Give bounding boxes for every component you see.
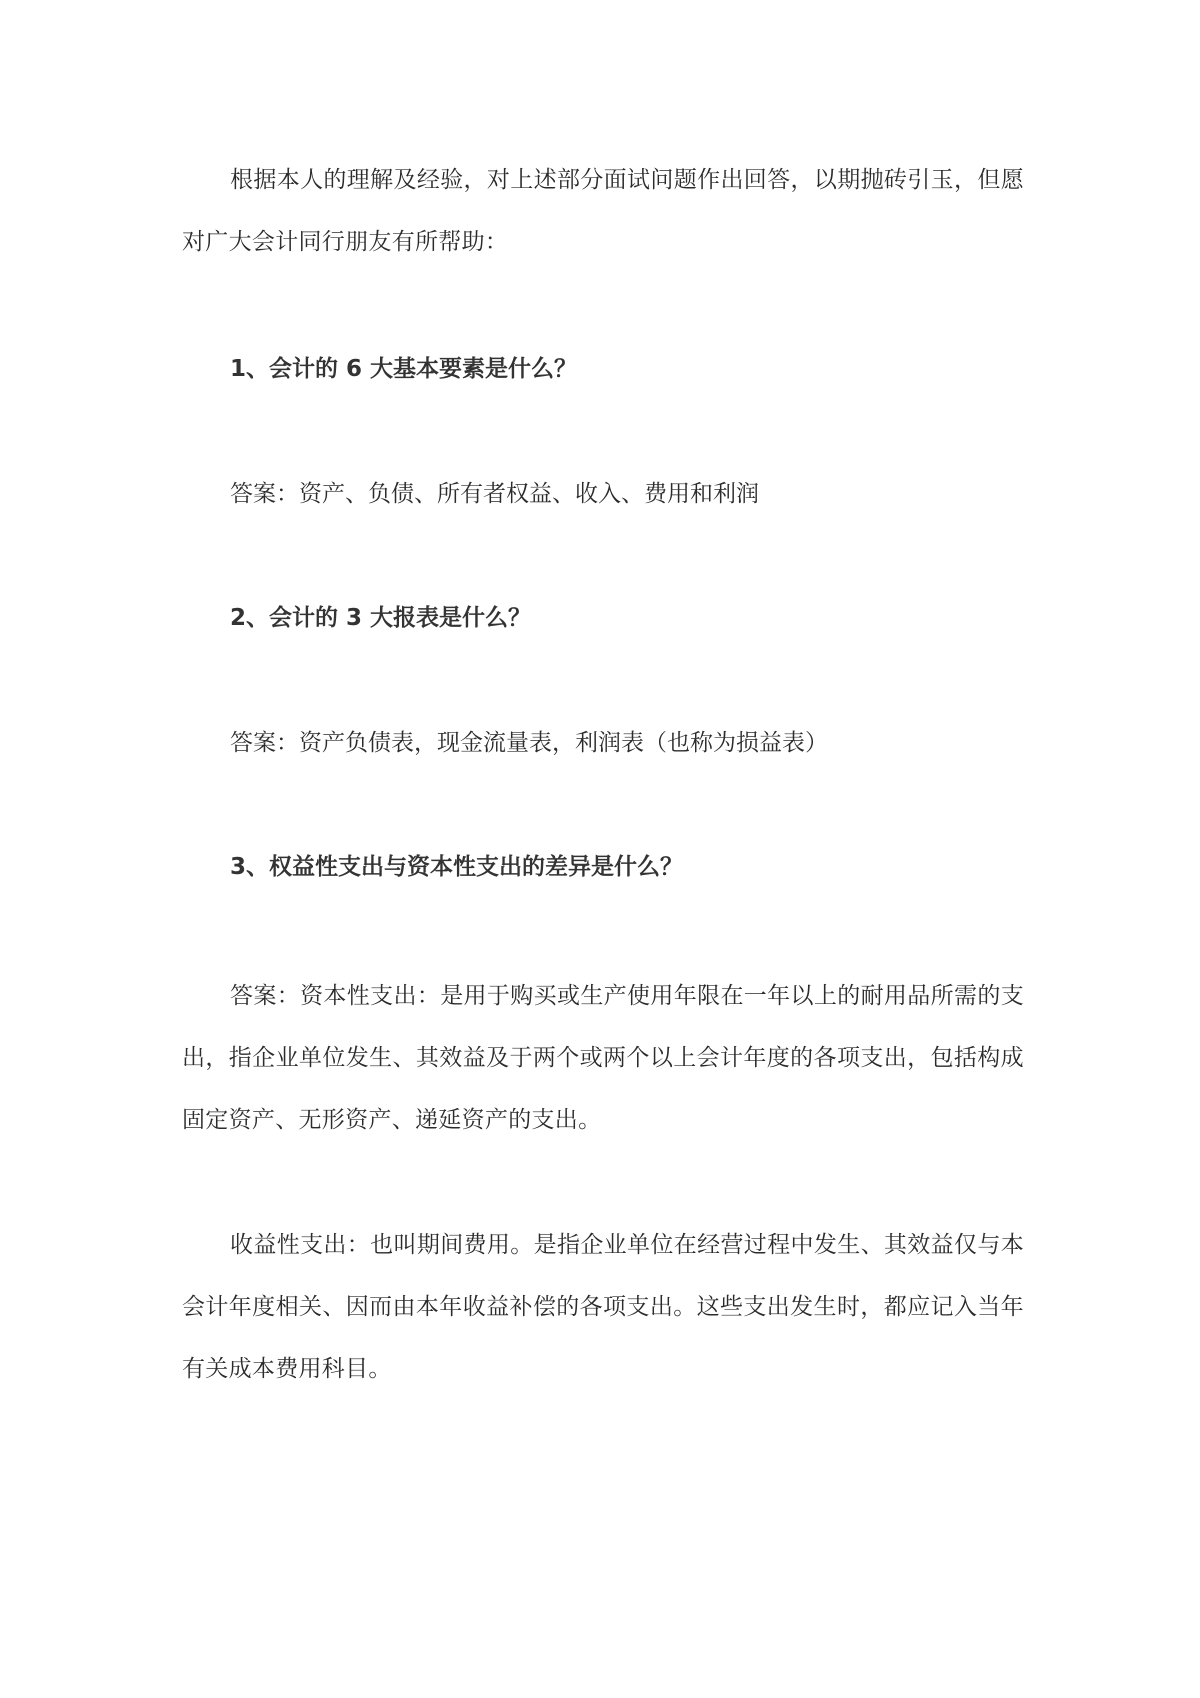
question-2-heading: 2、会计的 3 大报表是什么？	[230, 605, 532, 631]
question-1-heading: 1、会计的 6 大基本要素是什么？	[230, 356, 578, 382]
question-1-answer: 答案：资产、负债、所有者权益、收入、费用和利润	[230, 481, 759, 507]
question-3-answer: 答案：资本性支出：是用于购买或生产使用年限在一年以上的耐用品所需的支出，指企业单位发生、其效益及于两个或两个以上会计年度的各项支出，包括构成固定资产、无形资产、递延资产的支出。	[182, 983, 1024, 1133]
question-3-heading: 3、权益性支出与资本性支出的差异是什么？	[230, 854, 684, 880]
question-2-answer: 答案：资产负债表，现金流量表，利润表（也称为损益表）	[230, 730, 828, 756]
intro-paragraph: 根据本人的理解及经验，对上述部分面试问题作出回答，以期抛砖引玉，但愿对广大会计同行朋友有所帮助：	[182, 167, 1024, 255]
question-3-answer-extra: 收益性支出：也叫期间费用。是指企业单位在经营过程中发生、其效益仅与本会计年度相关、因而由本年收益补偿的各项支出。这些支出发生时，都应记入当年有关成本费用科目。	[182, 1232, 1024, 1382]
